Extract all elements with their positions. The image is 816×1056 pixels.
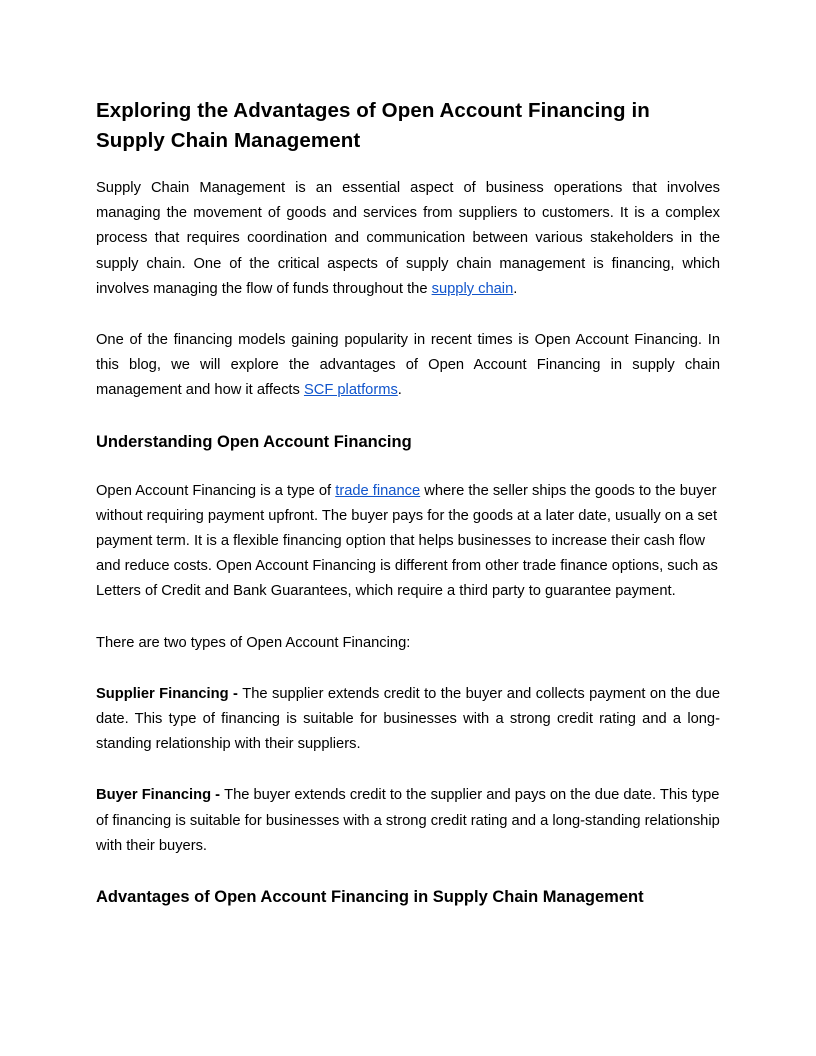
supply-chain-link[interactable]: supply chain <box>431 280 514 297</box>
paragraph-text: Open Account Financing is a type of <box>96 482 336 499</box>
paragraph-text: The supplier extends credit to the buyer and collects payment on the due date. This type of financing is suitable for businesses with a strong credit rating and a long-standing relationship with their suppliers. <box>96 685 720 753</box>
paragraph-buyer-financing <box>96 783 720 859</box>
trade-finance-link[interactable]: trade finance <box>335 482 421 499</box>
paragraph-two-types: There are two types of Open Account Financing: <box>96 634 411 651</box>
paragraph-text: . <box>513 280 518 297</box>
paragraph-text: Supply Chain Management is an essential aspect of business operations that involves managing the movement of goods and services from suppliers to customers. It is a complex process that requires coordination and communication between various stakeholders in the supply chain. One of the critical aspects of supply chain management is financing, which involves managing the flow of funds throughout the <box>96 180 720 297</box>
document-title: Exploring the Advantages of Open Account Financing in Supply Chain Management <box>96 99 650 152</box>
supplier-financing-label: Supplier Financing - <box>96 685 243 702</box>
heading-advantages-open-account-financing: Advantages of Open Account Financing in Supply Chain Management <box>96 888 644 907</box>
paragraph-text: where the seller ships the goods to the buyer without requiring payment upfront. The buyer pays for the goods at a later date, usually on a set payment term. It is a flexible financing option that helps businesses to increase their cash flow and reduce costs. Open Account Financing is different from other trade finance options, such as Letters of Credit and Bank Guarantees, which require a third party to guarantee payment. <box>96 482 718 600</box>
paragraph-text: . <box>397 382 402 399</box>
heading-understanding-open-account-financing: Understanding Open Account Financing <box>96 432 412 451</box>
buyer-financing-label: Buyer Financing - <box>96 787 225 804</box>
paragraph-definition <box>96 479 720 605</box>
paragraph-text: One of the financing models gaining popularity in recent times is Open Account Financing. In this blog, we will explore the advantages of Open Account Financing in supply chain management and how it affects <box>96 332 720 399</box>
paragraph-supplier-financing <box>96 682 720 758</box>
paragraph-text: The buyer extends credit to the supplier and pays on the due date. This type of financing is suitable for businesses with a strong credit rating and a long-standing relationship with their buyers. <box>96 787 720 854</box>
paragraph-intro <box>96 176 720 302</box>
paragraph-financing-models <box>96 328 720 404</box>
scf-platforms-link[interactable]: SCF platforms <box>303 382 398 399</box>
